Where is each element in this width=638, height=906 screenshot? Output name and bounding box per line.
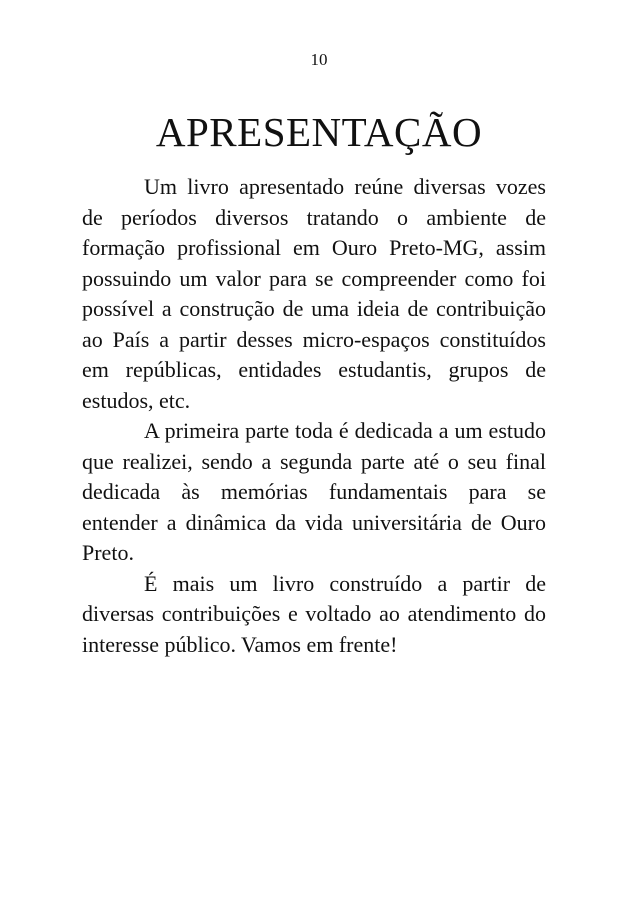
page-number: 10 [310, 50, 328, 69]
page-title: APRESENTAÇÃO [155, 109, 483, 155]
paragraph-1: Um livro apresentado reúne diversas vozes de períodos diversos tratando o ambiente de formação profissional em Ouro Preto-MG, assim possuindo um valor para se compreender como foi possível a construção de uma ideia de contribuição ao País a partir desses micro-espaços constituídos em repúblicas, entidades estudantis, grupos de estudos, etc. [82, 174, 546, 413]
body-text [82, 172, 546, 660]
paragraph-3: É mais um livro construído a partir de diversas contribuições e voltado ao atendimento do interesse público. Vamos em frente! [82, 570, 546, 657]
paragraph-2: A primeira parte toda é dedicada a um estudo que realizei, sendo a segunda parte até o seu final dedicada às memórias fundamentais para se entender a dinâmica da vida universitária de Ouro Preto. [82, 418, 546, 565]
